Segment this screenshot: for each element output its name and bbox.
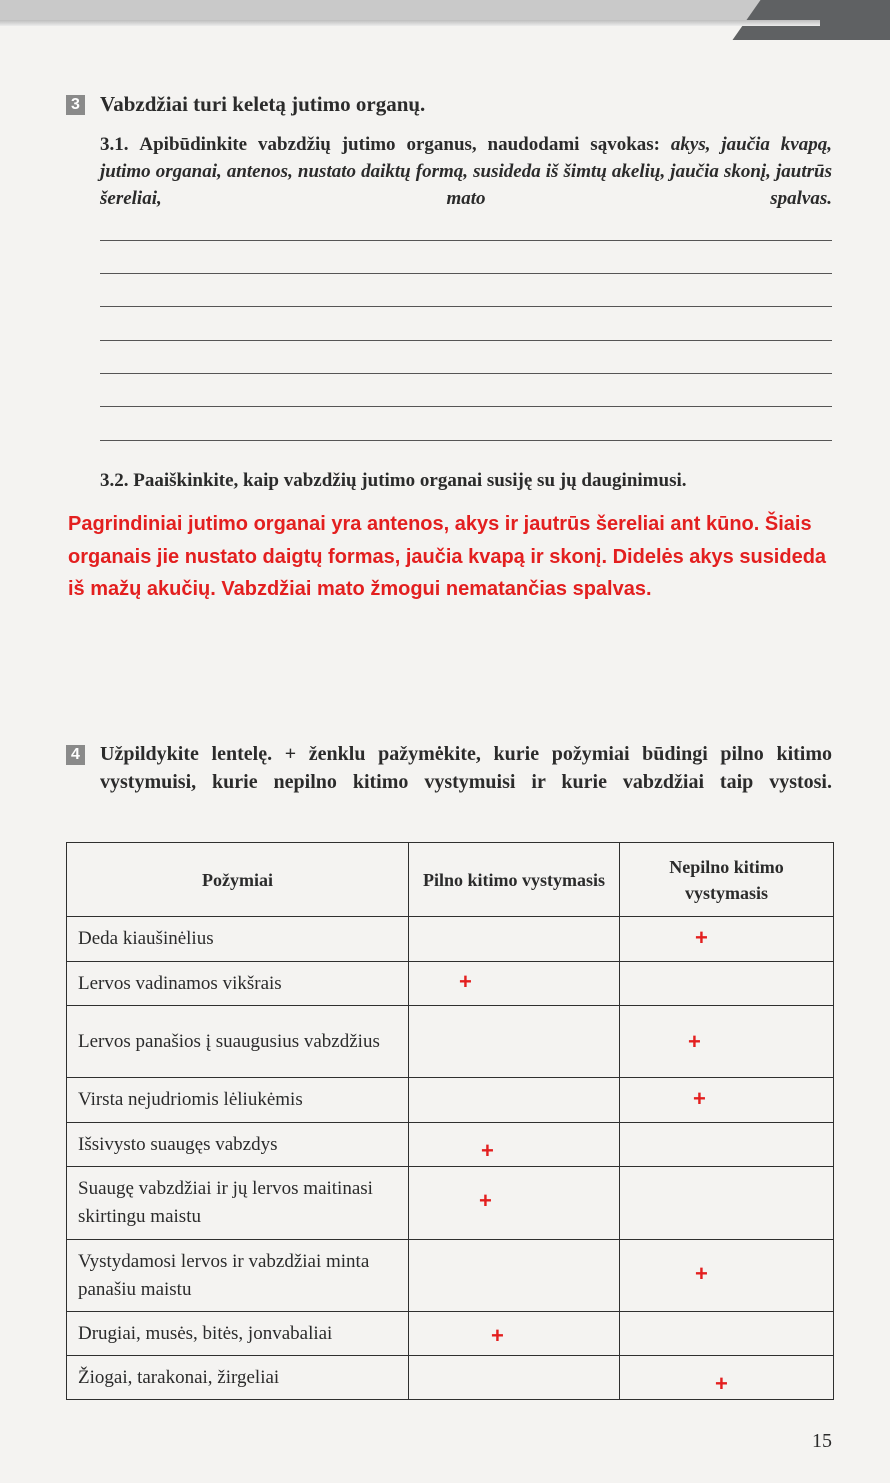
section-4-title-text: Užpildykite lentelę. + ženklu pažymėkite, kurie požymiai būdingi pilno kitimo vystymuisi, kurie nepilno kitimo vystymuisi ir kurie vabzdžiai taip vystosi. xyxy=(100,743,832,793)
plus-mark: + xyxy=(693,1086,706,1111)
header-incomplete-metamorphosis: Nepilno kitimo vystymasis xyxy=(620,843,834,917)
table-row xyxy=(67,1356,834,1400)
task-3-2 xyxy=(100,467,832,494)
header-traits: Požymiai xyxy=(67,843,409,917)
task-3-1 xyxy=(100,131,832,212)
page-top-shade xyxy=(0,20,820,26)
incomplete-cell[interactable] xyxy=(620,962,834,1006)
task-3-1-terms: akys, jaučia kvapą, jutimo organai, antenos, nustato daiktų formą, susideda iš šimtų akelių, jaučia skonį, jautrūs šereliai, mato spalvas. xyxy=(100,134,832,209)
handwritten-answer: Pagrindiniai jutimo organai yra antenos, akys ir jautrūs šereliai ant kūno. Šiais organais jie nustato daigtų formas, jaučia kvapą ir skonį. Didelės akys susideda iš mažų akučių. Vabzdžiai mato žmogui nematančias spalvas. xyxy=(68,513,827,600)
table-row xyxy=(67,1167,834,1240)
section-3-title: Vabzdžiai turi keletą jutimo organų. xyxy=(100,92,426,116)
answer-line[interactable] xyxy=(100,306,832,307)
plus-mark: + xyxy=(491,1323,504,1348)
trait-cell: Lervos panašios į suaugusius vabzdžius xyxy=(67,1006,409,1078)
plus-mark: + xyxy=(481,1138,494,1163)
answer-line[interactable] xyxy=(100,273,832,274)
traits-table xyxy=(66,842,834,1400)
incomplete-cell[interactable] xyxy=(620,1078,834,1123)
section-3-number-box: 3 xyxy=(66,95,85,115)
section-4-title xyxy=(100,740,832,796)
complete-cell[interactable] xyxy=(409,962,620,1006)
table-header-row xyxy=(67,843,834,917)
incomplete-cell[interactable] xyxy=(620,1167,834,1240)
table-row xyxy=(67,1123,834,1167)
header-complete-metamorphosis: Pilno kitimo vystymasis xyxy=(409,843,620,917)
incomplete-cell[interactable] xyxy=(620,917,834,962)
trait-cell: Drugiai, musės, bitės, jonvabaliai xyxy=(67,1312,409,1356)
incomplete-cell[interactable] xyxy=(620,1356,834,1400)
table-row xyxy=(67,1006,834,1078)
trait-cell: Virsta nejudriomis lėliukėmis xyxy=(67,1078,409,1123)
complete-cell[interactable] xyxy=(409,1312,620,1356)
incomplete-cell[interactable] xyxy=(620,1123,834,1167)
incomplete-cell[interactable] xyxy=(620,1240,834,1312)
table-row xyxy=(67,917,834,962)
trait-cell: Lervos vadinamos vikšrais xyxy=(67,962,409,1006)
plus-mark: + xyxy=(459,969,472,994)
task-3-1-label: 3.1. xyxy=(100,134,129,155)
complete-cell[interactable] xyxy=(409,1167,620,1240)
trait-cell: Vystydamosi lervos ir vabzdžiai minta panašiu maistu xyxy=(67,1240,409,1312)
table-row xyxy=(67,1078,834,1123)
answer-line[interactable] xyxy=(100,340,832,341)
incomplete-cell[interactable] xyxy=(620,1006,834,1078)
page-number: 15 xyxy=(812,1430,832,1452)
task-3-2-label: 3.2. xyxy=(100,470,129,491)
complete-cell[interactable] xyxy=(409,1240,620,1312)
table-row xyxy=(67,1240,834,1312)
complete-cell[interactable] xyxy=(409,1123,620,1167)
plus-mark: + xyxy=(688,1029,701,1054)
trait-cell: Žiogai, tarakonai, žirgeliai xyxy=(67,1356,409,1400)
table-row xyxy=(67,962,834,1006)
section-4-number-box: 4 xyxy=(66,745,85,765)
incomplete-cell[interactable] xyxy=(620,1312,834,1356)
trait-cell: Deda kiaušinėlius xyxy=(67,917,409,962)
answer-line[interactable] xyxy=(100,440,832,441)
complete-cell[interactable] xyxy=(409,1356,620,1400)
task-3-1-text: Apibūdinkite vabzdžių jutimo organus, naudodami sąvokas: xyxy=(139,134,660,155)
complete-cell[interactable] xyxy=(409,917,620,962)
table-row xyxy=(67,1312,834,1356)
task-3-2-text: Paaiškinkite, kaip vabzdžių jutimo organai susiję su jų dauginimusi. xyxy=(133,470,687,491)
complete-cell[interactable] xyxy=(409,1006,620,1078)
plus-mark: + xyxy=(695,925,708,950)
trait-cell: Suaugę vabzdžiai ir jų lervos maitinasi skirtingu maistu xyxy=(67,1167,409,1240)
plus-mark: + xyxy=(479,1188,492,1213)
answer-line[interactable] xyxy=(100,373,832,374)
trait-cell: Išsivysto suaugęs vabzdys xyxy=(67,1123,409,1167)
plus-mark: + xyxy=(695,1261,708,1286)
answer-line[interactable] xyxy=(100,406,832,407)
plus-mark: + xyxy=(715,1371,728,1396)
answer-line[interactable] xyxy=(100,240,832,241)
complete-cell[interactable] xyxy=(409,1078,620,1123)
